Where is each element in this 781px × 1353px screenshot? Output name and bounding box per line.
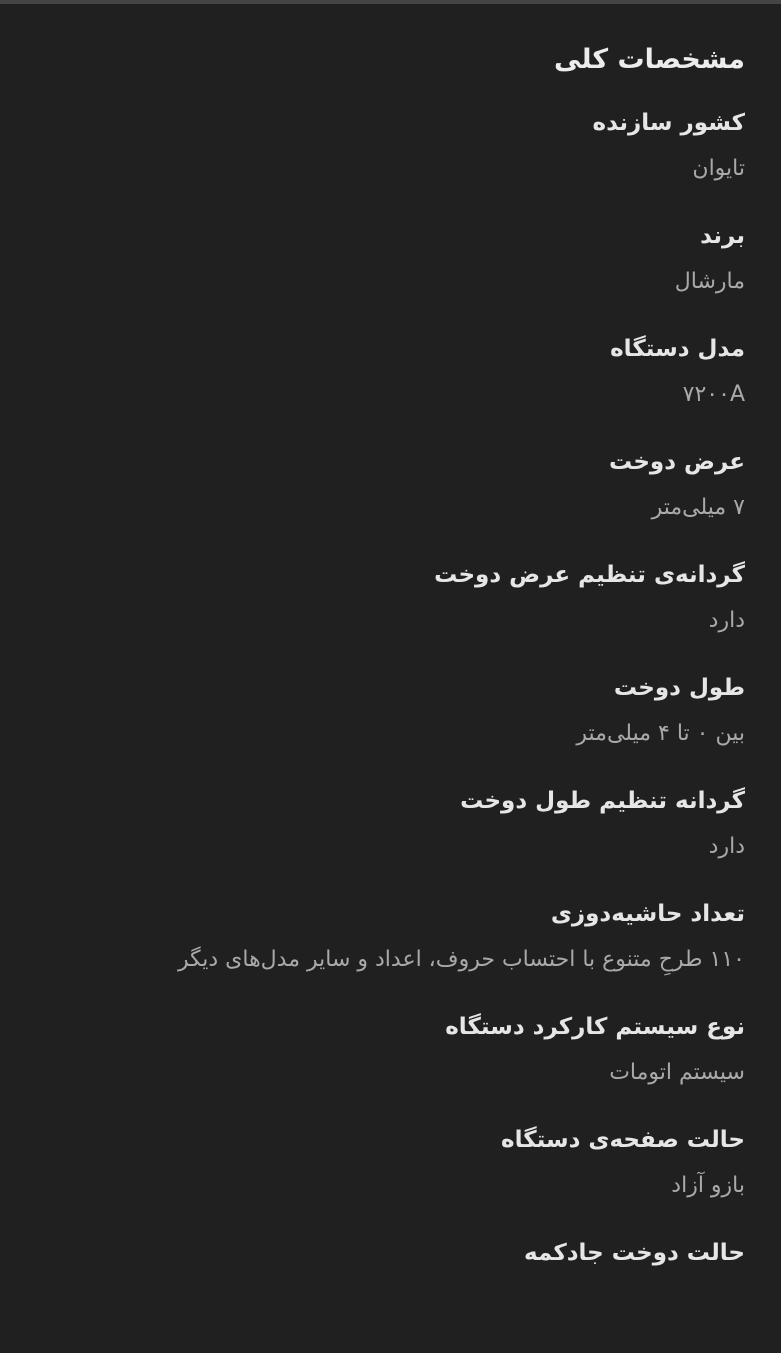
spec-label: عرض دوخت bbox=[609, 449, 745, 475]
spec-item-stitch-length bbox=[36, 675, 745, 788]
spec-label: کشور سازنده bbox=[592, 110, 745, 136]
spec-value: ۱۱۰ طرحِ متنوع با احتساب حروف، اعداد و سایر مدل‌های دیگر bbox=[177, 947, 745, 972]
spec-list bbox=[36, 110, 745, 1353]
spec-label: حالت دوخت جادکمه bbox=[524, 1240, 745, 1266]
spec-label: برند bbox=[700, 223, 745, 249]
spec-label: گردانه‌ی تنظیم عرض دوخت bbox=[434, 562, 745, 588]
spec-label: مدل دستگاه bbox=[610, 336, 745, 362]
spec-label: گردانه تنظیم طول دوخت bbox=[460, 788, 745, 814]
spec-value: دارد bbox=[708, 834, 745, 859]
spec-label: حالت صفحه‌ی دستگاه bbox=[501, 1127, 745, 1153]
spec-value: بازو آزاد bbox=[671, 1173, 745, 1198]
spec-item-embroidery-count bbox=[36, 901, 745, 1014]
spec-item-country bbox=[36, 110, 745, 223]
spec-value: ۷۲۰۰A bbox=[682, 382, 745, 407]
spec-item-operation-system bbox=[36, 1014, 745, 1127]
spec-item-stitch-width bbox=[36, 449, 745, 562]
spec-value: مارشال bbox=[674, 269, 745, 294]
spec-item-width-dial bbox=[36, 562, 745, 675]
spec-item-length-dial bbox=[36, 788, 745, 901]
spec-item-buttonhole-mode bbox=[36, 1240, 745, 1353]
spec-label: نوع سیستم کارکرد دستگاه bbox=[445, 1014, 745, 1040]
spec-value: سیستم اتومات bbox=[609, 1060, 745, 1085]
spec-label: تعداد حاشیه‌دوزی bbox=[550, 901, 745, 927]
spec-item-model bbox=[36, 336, 745, 449]
spec-value: تایوان bbox=[692, 156, 745, 181]
spec-item-bed-type bbox=[36, 1127, 745, 1240]
section-title: مشخصات کلی bbox=[554, 44, 745, 75]
spec-value: بین ۰ تا ۴ میلی‌متر bbox=[576, 721, 745, 746]
spec-label: طول دوخت bbox=[613, 675, 745, 701]
spec-value: ۷ میلی‌متر bbox=[651, 495, 745, 520]
spec-value: دارد bbox=[708, 608, 745, 633]
spec-item-brand bbox=[36, 223, 745, 336]
